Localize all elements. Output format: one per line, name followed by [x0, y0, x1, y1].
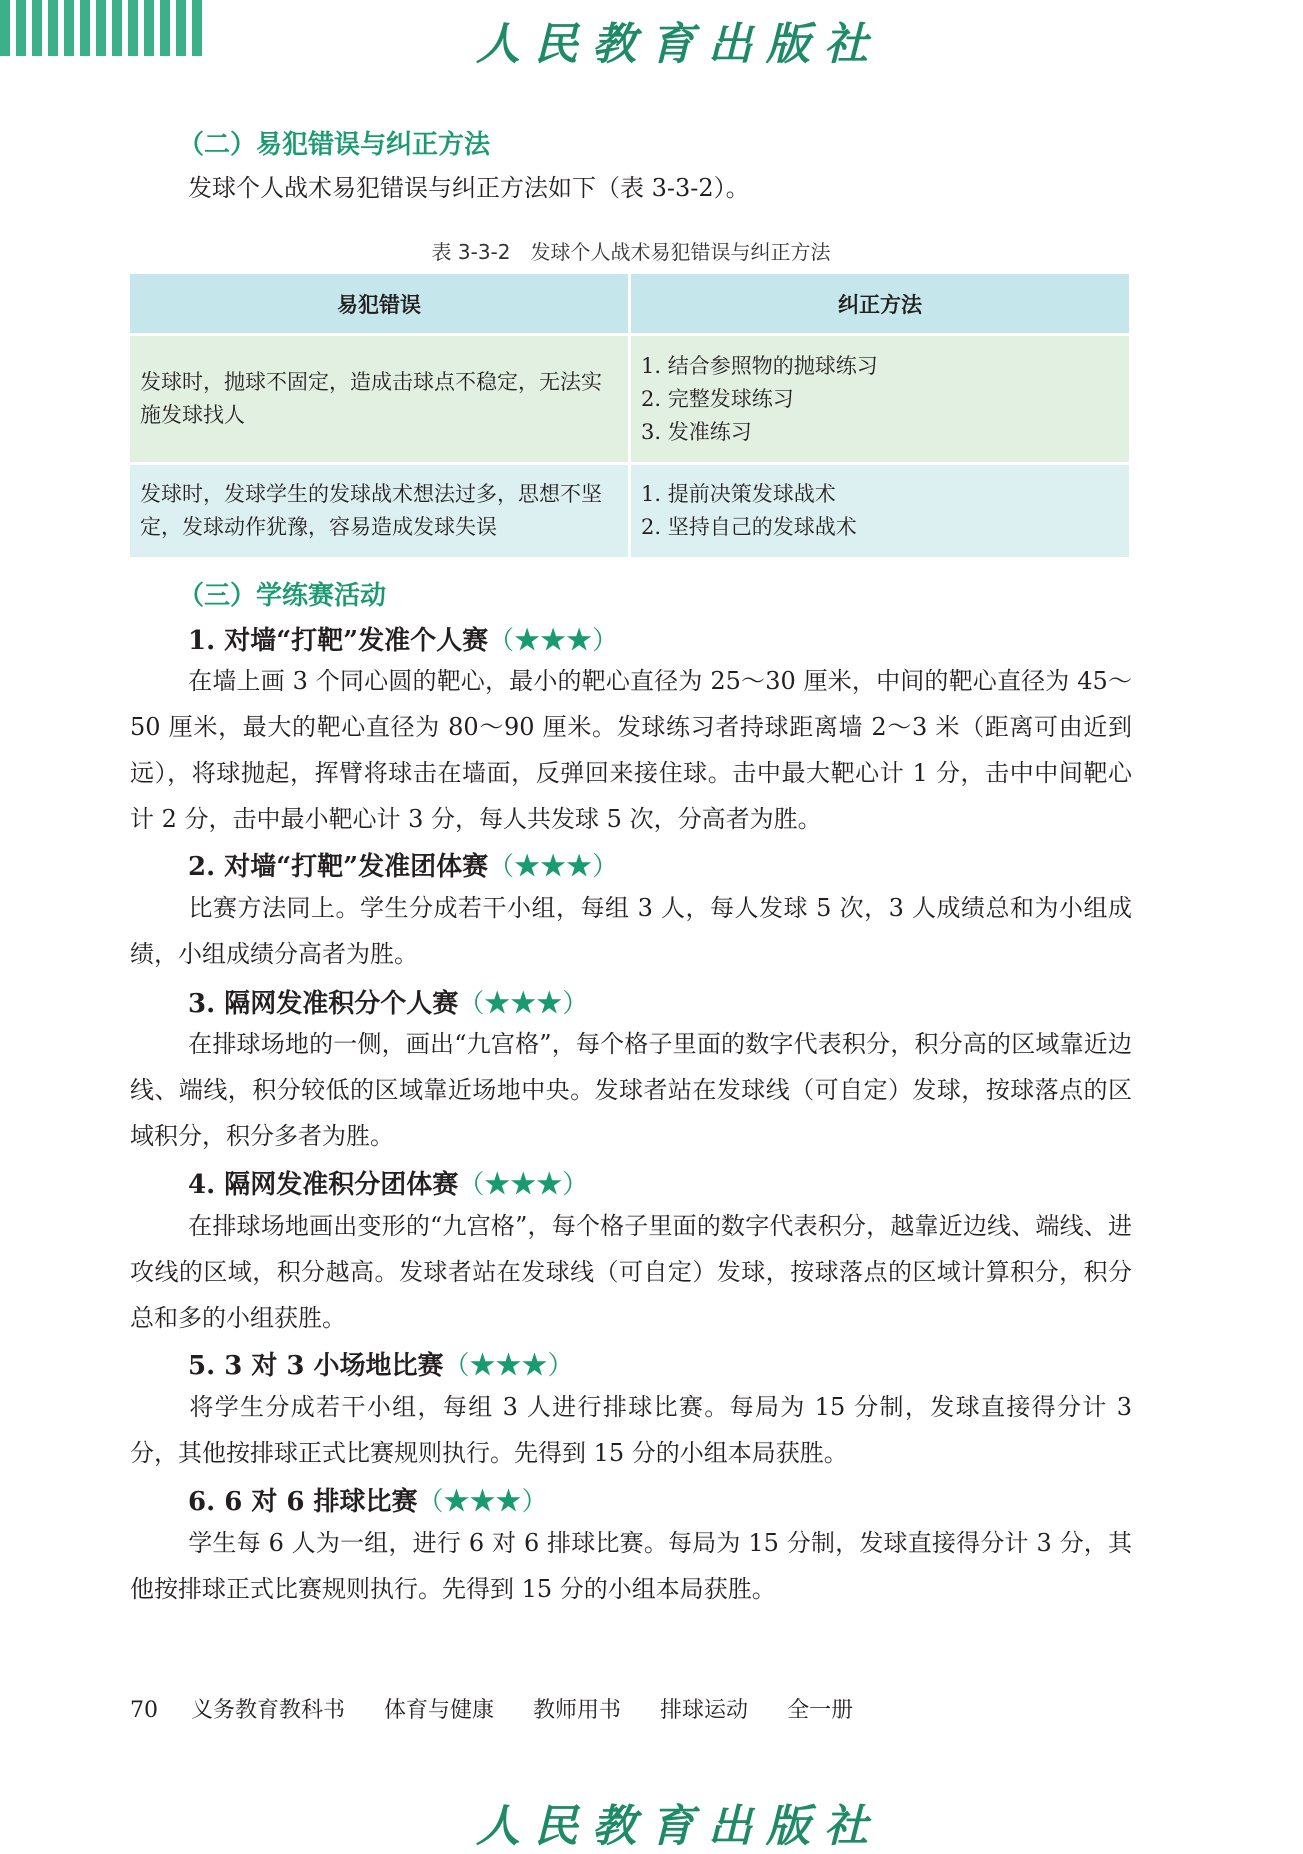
method-item: 2. 完整发球练习 — [641, 386, 794, 411]
activity-text-3: 在排球场地的一侧，画出“九宫格”，每个格子里面的数字代表积分，积分高的区域靠近边线、端线，积分较低的区域靠近场地中央。发球者站在发球线（可自定）发球，按球落点的区域积分，积分多者为胜。 — [130, 1030, 1132, 1150]
method-item: 1. 提前决策发球战术 — [641, 482, 836, 506]
error-correction-table — [130, 274, 1132, 560]
activity-title-3: 3. 隔网发准积分个人赛（★★★） — [188, 989, 589, 1019]
table-row — [130, 335, 1131, 464]
activity-text-6: 学生每 6 人为一组，进行 6 对 6 排球比赛。每局为 15 分制，发球直接得分计 3 分，其他按排球正式比赛规则执行。先得到 15 分的小组本局获胜。 — [130, 1529, 1132, 1603]
table-header-error: 易犯错误 — [130, 274, 630, 335]
page-footer — [130, 1693, 875, 1724]
method-item: 3. 发准练习 — [641, 419, 752, 444]
star-rating: （★★★） — [458, 1170, 589, 1200]
table-header-method: 纠正方法 — [630, 274, 1131, 335]
table-cell-methods — [630, 335, 1131, 464]
section2-heading: （二）易犯错误与纠正方法 — [178, 130, 491, 160]
star-rating: （★★★） — [488, 626, 619, 656]
section3-heading: （三）学练赛活动 — [178, 581, 387, 611]
page-number: 70 — [130, 1698, 158, 1723]
table-cell-methods — [630, 464, 1131, 559]
activity-text-4: 在排球场地画出变形的“九宫格”，每个格子里面的数字代表积分，越靠近边线、端线、进攻线的区域，积分越高。发球者站在发球线（可自定）发球，按球落点的区域计算积分，积分总和多的小组获胜。 — [130, 1212, 1132, 1332]
activity-text-5: 将学生分成若干小组，每组 3 人进行排球比赛。每局为 15 分制，发球直接得分计 3 分，其他按排球正式比赛规则执行。先得到 15 分的小组本局获胜。 — [130, 1393, 1132, 1467]
activity-title-2: 2. 对墙“打靶”发准团体赛（★★★） — [188, 852, 619, 882]
star-rating: （★★★） — [458, 989, 589, 1019]
table-cell-error: 发球时，发球学生的发球战术想法过多，思想不坚定，发球动作犹豫，容易造成发球失误 — [130, 464, 630, 559]
table-row — [130, 464, 1131, 559]
activity-text-1: 在墙上画 3 个同心圆的靶心，最小的靶心直径为 25～30 厘米，中间的靶心直径为 45～50 厘米，最大的靶心直径为 80～90 厘米。发球练习者持球距离墙 2～3 米（距离可由近到远），将球抛起，挥臂将球击在墙面，反弹回来接住球。击中最大靶心计 1 分，击中中间靶心计 2 分，击中最小靶心计 3 分，每人共发球 5 次，分高者为胜。 — [130, 667, 1132, 833]
table-cell-error: 发球时，抛球不固定，造成击球点不稳定，无法实施发球找人 — [130, 335, 630, 464]
activity-title-6: 6. 6 对 6 排球比赛（★★★） — [188, 1487, 548, 1517]
activity-title-1: 1. 对墙“打靶”发准个人赛（★★★） — [188, 626, 619, 656]
header-stripes — [0, 0, 208, 56]
publisher-logo-top: 人民教育出版社 — [476, 19, 882, 70]
footer-segment: 全一册 — [787, 1698, 854, 1723]
footer-segment: 教师用书 — [533, 1698, 622, 1723]
star-rating: （★★★） — [443, 1351, 574, 1381]
footer-segment: 排球运动 — [660, 1698, 749, 1723]
method-item: 2. 坚持自己的发球战术 — [641, 515, 857, 539]
star-rating: （★★★） — [488, 852, 619, 882]
star-rating: （★★★） — [417, 1487, 548, 1517]
section2-intro: 发球个人战术易犯错误与纠正方法如下（表 3-3-2）。 — [188, 174, 750, 202]
activity-title-4: 4. 隔网发准积分团体赛（★★★） — [188, 1170, 589, 1200]
publisher-logo-bottom: 人民教育出版社 — [476, 1801, 882, 1852]
method-item: 1. 结合参照物的抛球练习 — [641, 353, 878, 378]
table-caption: 表 3-3-2 发球个人战术易犯错误与纠正方法 — [431, 240, 831, 264]
activity-title-5: 5. 3 对 3 小场地比赛（★★★） — [188, 1351, 574, 1381]
activity-text-2: 比赛方法同上。学生分成若干小组，每组 3 人，每人发球 5 次，3 人成绩总和为小组成绩，小组成绩分高者为胜。 — [130, 894, 1132, 968]
footer-segment: 义务教育教科书 — [191, 1698, 346, 1723]
footer-segment: 体育与健康 — [384, 1698, 495, 1723]
